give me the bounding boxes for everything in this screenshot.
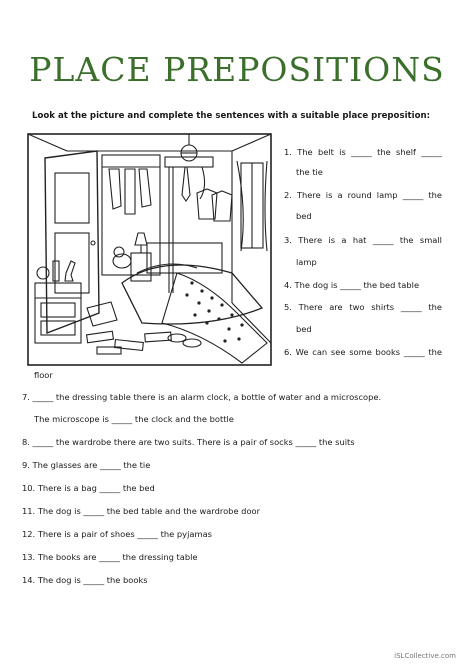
sentence-8: 8. _____ the wardrobe there are two suits. There is a pair of socks _____ the suits <box>22 437 355 447</box>
sentence-1-line-1: 1. The belt is _____ the shelf _____ <box>284 147 442 157</box>
sentence-1-line-2: the tie <box>296 167 323 177</box>
sentence-3-line-1: 3. There is a hat _____ the small <box>284 235 442 245</box>
sentence-7-line-2: The microscope is _____ the clock and the bottle <box>34 414 234 424</box>
sentence-12: 12. There is a pair of shoes _____ the pyjamas <box>22 529 212 539</box>
sentence-5-line-2: bed <box>296 324 312 334</box>
bedroom-illustration <box>27 133 272 366</box>
sentence-13: 13. The books are _____ the dressing table <box>22 552 198 562</box>
worksheet-title: PLACE PREPOSITIONS <box>29 50 445 89</box>
sentence-4: 4. The dog is _____ the bed table <box>284 280 420 290</box>
site-watermark: iSLCollective.com <box>394 652 456 660</box>
sentence-10: 10. There is a bag _____ the bed <box>22 483 155 493</box>
instructions: Look at the picture and complete the sentences with a suitable place preposition: <box>32 111 431 121</box>
sentence-7-line-1: 7. _____ the dressing table there is an alarm clock, a bottle of water and a microscope. <box>22 392 382 402</box>
sentence-6-line-1: 6. We can see some books _____ the <box>284 347 442 357</box>
sentence-5-line-1: 5. There are two shirts _____ the <box>284 302 442 312</box>
sentence-6-line-2: floor <box>34 370 53 380</box>
sentence-3-line-2: lamp <box>296 257 317 267</box>
sentence-2-line-1: 2. There is a round lamp _____ the <box>284 190 442 200</box>
sentence-14: 14. The dog is _____ the books <box>22 575 148 585</box>
sentence-11: 11. The dog is _____ the bed table and the wardrobe door <box>22 506 261 516</box>
sentence-9: 9. The glasses are _____ the tie <box>22 460 151 470</box>
sentence-2-line-2: bed <box>296 211 312 221</box>
